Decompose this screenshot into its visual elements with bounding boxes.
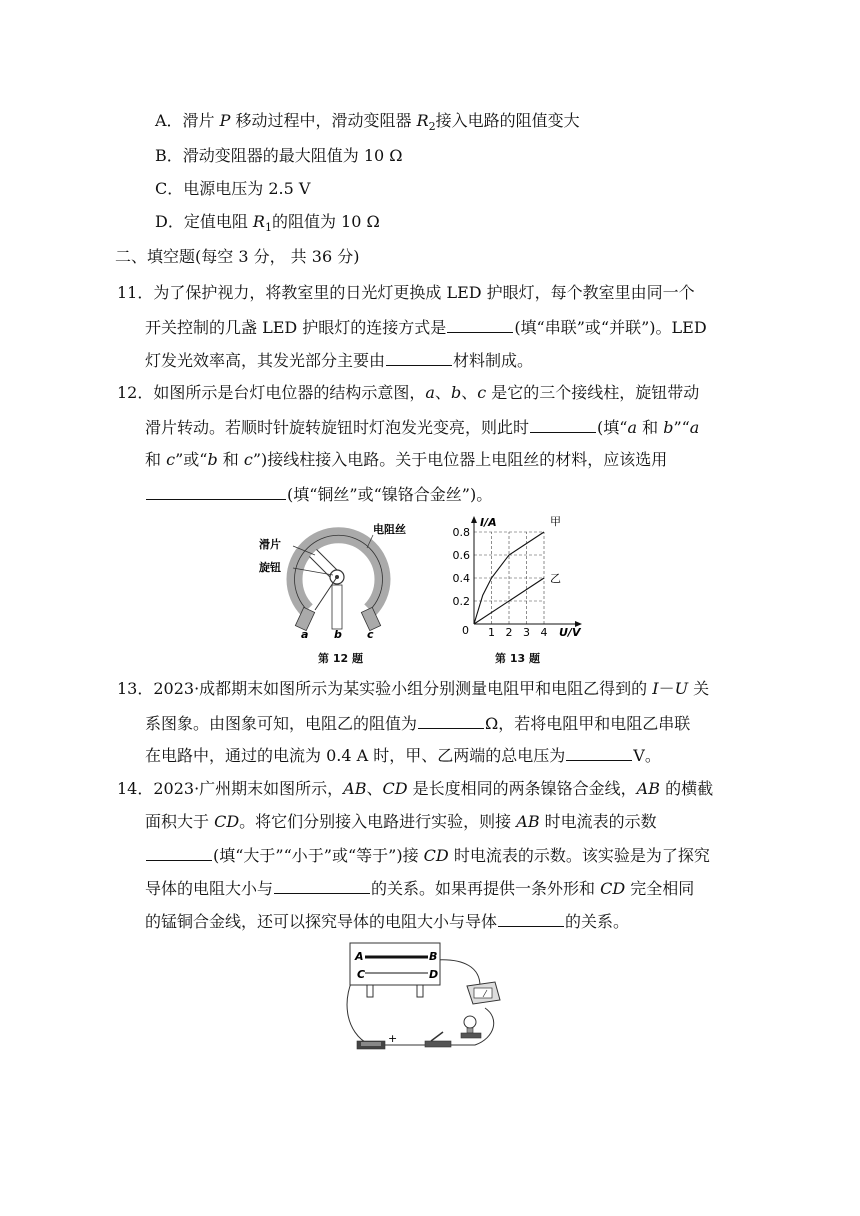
answer-blank[interactable] xyxy=(530,416,596,433)
y-tick-label: 0.8 xyxy=(452,526,470,539)
series-label-jia: 甲 xyxy=(550,515,561,529)
q14-line3: (填“大于”“小于”或“等于”)接 CD 时电流表的示数。该实验是为了探究 xyxy=(145,844,710,867)
q13-line2: 系图象。由图象可知，电阻乙的阻值为 Ω，若将电阻甲和电阻乙串联 xyxy=(145,714,691,733)
figure-12-caption: 第 12 题 xyxy=(318,652,363,665)
origin-label: 0 xyxy=(462,624,469,637)
q12-line1: 12．如图所示是台灯电位器的结构示意图，a、b、c 是它的三个接线柱，旋钮带动 xyxy=(117,383,700,402)
label-d: D xyxy=(429,968,439,981)
answer-blank[interactable] xyxy=(386,349,452,366)
x-tick-label: 2 xyxy=(505,626,513,639)
circuit-diagram xyxy=(335,938,520,1063)
figure-13-caption: 第 13 题 xyxy=(495,652,540,665)
label-a: A xyxy=(355,950,364,963)
q12-line3: 和 c”或“b 和 c”)接线柱接入电路。关于电位器上电阻丝的材料，应该选用 xyxy=(145,450,668,469)
option-a: A．滑片 P 移动过程中，滑动变阻器 $R_2$接入电路的阻值变大 xyxy=(155,111,580,134)
answer-blank[interactable] xyxy=(146,844,212,861)
q14-line5: 的锰铜合金线，还可以探究导体的电阻大小与导体 的关系。 xyxy=(145,912,630,931)
label-resistor-wire: 电阻丝 xyxy=(373,523,406,536)
answer-blank[interactable] xyxy=(447,316,513,333)
y-axis-arrow xyxy=(471,516,477,523)
q14-line1: 14．2023·广州期末如图所示，AB、CD 是长度相同的两条镍铬合金线，AB 的横截 xyxy=(117,779,714,798)
label-terminal-b: b xyxy=(334,628,342,640)
x-axis-label: U/V xyxy=(559,626,581,639)
option-d: D．定值电阻 $R_1$的阻值为 10 Ω xyxy=(155,212,380,235)
bulb-icon xyxy=(461,1016,481,1038)
y-tick-label: 0.4 xyxy=(452,572,470,585)
q11-line2: 开关控制的几盏 LED 护眼灯的连接方式是 (填“串联”或“并联”)。LED xyxy=(145,318,707,337)
answer-blank[interactable] xyxy=(274,877,370,894)
option-c: C．电源电压为 2.5 V xyxy=(155,179,311,198)
battery-icon xyxy=(357,1041,385,1049)
q12-line4: (填“铜丝”或“镍铬合金丝”)。 xyxy=(145,483,492,506)
q13-line3: 在电路中，通过的电流为 0.4 A 时，甲、乙两端的总电压为 V。 xyxy=(145,746,661,765)
x-tick-label: 1 xyxy=(488,626,495,639)
option-b: B．滑动变阻器的最大阻值为 10 Ω xyxy=(155,146,403,165)
y-tick-label: 0.6 xyxy=(452,549,470,562)
label-slider: 滑片 xyxy=(259,538,281,551)
terminal-b-leg xyxy=(332,585,342,629)
answer-blank[interactable] xyxy=(418,712,484,729)
q14-line2: 面积大于 CD。将它们分别接入电路进行实验，则接 AB 时电流表的示数 xyxy=(145,812,657,831)
battery-plus-label: + xyxy=(388,1032,398,1045)
potentiometer-diagram xyxy=(255,515,420,640)
label-b: B xyxy=(429,950,438,963)
label-terminal-c: c xyxy=(367,628,374,640)
answer-blank[interactable] xyxy=(566,744,632,761)
label-knob: 旋钮 xyxy=(259,561,281,574)
x-tick-label: 3 xyxy=(523,626,530,639)
series-label-yi: 乙 xyxy=(550,572,561,585)
ammeter-icon xyxy=(467,982,500,1004)
section-heading: 二、填空题(每空 3 分， 共 36 分) xyxy=(115,247,360,266)
q12-line2: 滑片转动。若顺时针旋转旋钮时灯泡发光变亮，则此时 (填“a 和 b”“a xyxy=(145,418,700,437)
y-tick-label: 0.2 xyxy=(452,595,470,608)
label-terminal-a: a xyxy=(301,628,309,640)
q11-line3: 灯发光效率高，其发光部分主要由 材料制成。 xyxy=(145,351,534,370)
q11-line1: 11．为了保护视力，将教室里的日光灯更换成 LED 护眼灯，每个教室里由同一个 xyxy=(117,283,695,302)
q14-line4: 导体的电阻大小与 的关系。如果再提供一条外形和 CD 完全相同 xyxy=(145,879,695,898)
y-axis-label: I/A xyxy=(480,516,497,529)
q13-line1: 13．2023·成都期末如图所示为某实验小组分别测量电阻甲和电阻乙得到的 I－U 关 xyxy=(117,679,710,698)
iu-chart xyxy=(440,512,590,640)
label-c: C xyxy=(357,968,366,981)
x-tick-label: 4 xyxy=(540,626,548,639)
answer-blank[interactable] xyxy=(498,910,564,927)
switch-icon xyxy=(425,1032,451,1047)
answer-blank[interactable] xyxy=(146,483,286,500)
